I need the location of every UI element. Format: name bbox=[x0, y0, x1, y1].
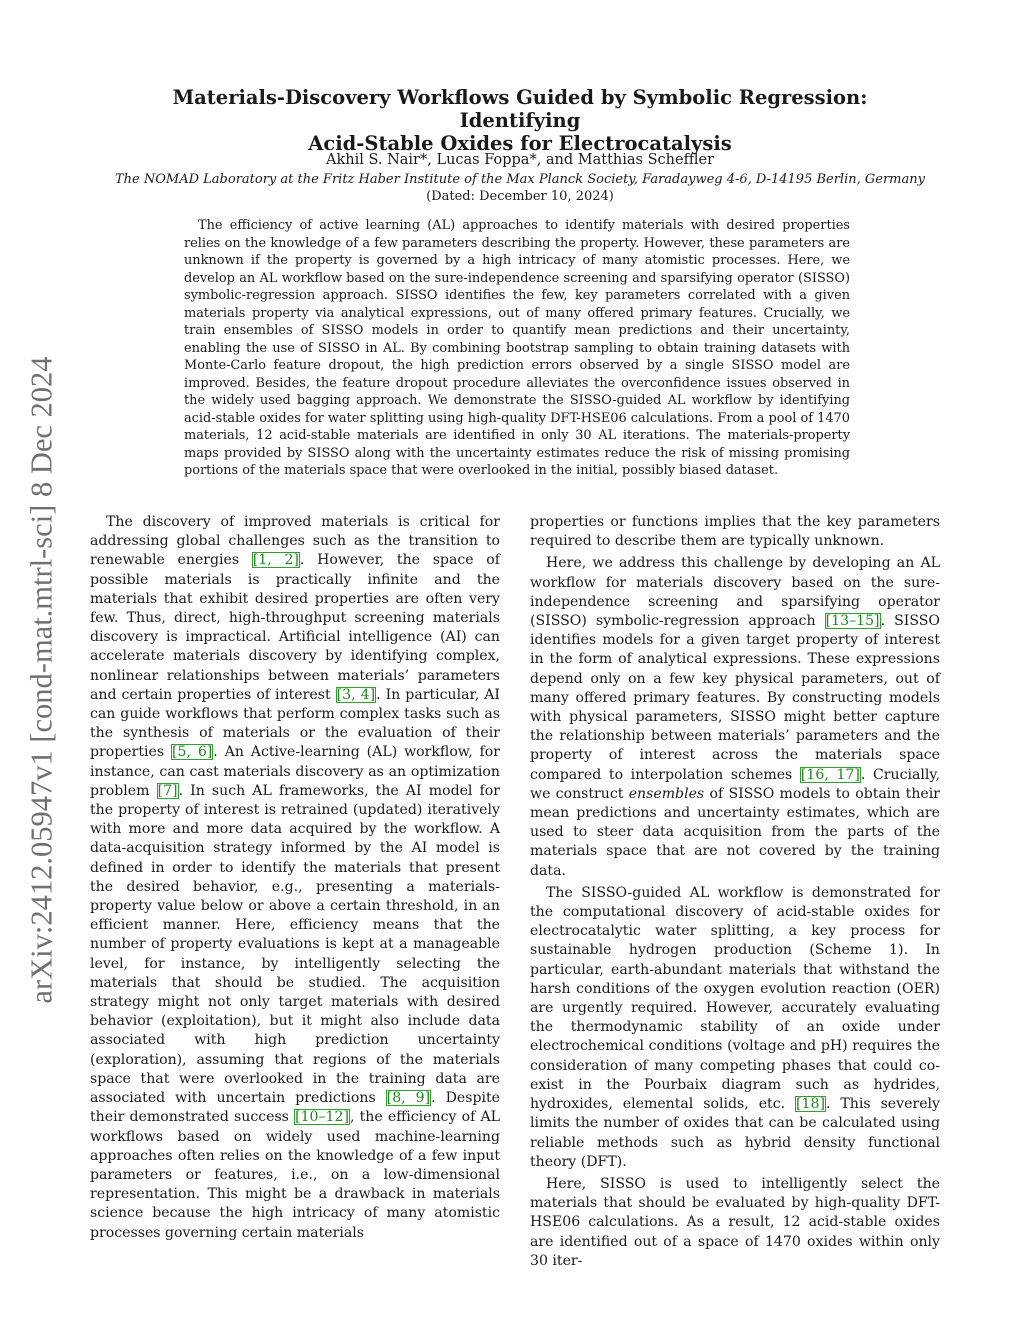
title-line-2: Acid-Stable Oxides for Electrocatalysis bbox=[308, 132, 732, 155]
continued-paragraph: properties or functions implies that the key parameters required to describe them are typically unknown. bbox=[530, 514, 940, 550]
citation-link[interactable]: [16, 17] bbox=[800, 766, 860, 783]
arxiv-identifier: arXiv:2412.05947v1 [cond-mat.mtrl-sci] 8 Dec 2024 bbox=[24, 356, 59, 1004]
text-run: . SISSO identifies models for a given target property of interest in the form of analytical expressions. These expressions depend only on a few key physical parameters, out of many offered primary features. By constructing models with physical parameters, SISSO might better capture the relationship between materials’ parameters and the property of interest across the materials space compared to interpolation schemes bbox=[530, 613, 940, 783]
text-run: . This severely limits the number of oxides that can be calculated using reliable methods such as hybrid density functional theory (DFT). bbox=[530, 1096, 940, 1170]
citation-link[interactable]: [18] bbox=[796, 1096, 825, 1113]
authors: Akhil S. Nair*, Lucas Foppa*, and Matthias Scheffler bbox=[325, 152, 715, 168]
text-run: The SISSO-guided AL workflow is demonstrated for the computational discovery of acid-stable oxides for electrocatalytic water splitting, a key process for sustainable hydrogen production (Scheme 1). In particular, earth-abundant materials that withstand the harsh conditions of the oxygen evolution reaction (OER) are urgently required. However, accurately evaluating the thermodynamic stability of an oxide under electrochemical conditions (voltage and pH) requires the consideration of many competing phases that could co-exist in the Pourbaix diagram such as hydrides, hydroxides, elemental solids, etc. bbox=[530, 884, 940, 1113]
text-run: The discovery of improved materials is critical for addressing global challenges such as the transition to renewable energies bbox=[90, 514, 500, 569]
emphasis-ensembles: ensembles bbox=[628, 785, 705, 802]
text-run: , the efficiency of AL workflows based on widely used machine-learning approaches often relies on the knowledge of a few input parameters or features, i.e., on a low-dimensional representation. This might be a drawback in materials science because the high intricacy of many atomistic processes governing certain materials bbox=[90, 1109, 500, 1241]
intro-paragraph-3 bbox=[530, 884, 940, 1172]
citation-link[interactable]: [13–15] bbox=[825, 613, 880, 630]
text-run: . However, the space of possible materials is practically infinite and the materials that exhibit desired properties are often very few. Thus, direct, high-throughput screening materials discovery is impractical. Artificial intelligence (AI) can accelerate materials discovery by identifying complex, nonlinear relationships between materials’ parameters and certain properties of interest bbox=[90, 552, 500, 703]
text-run: . Crucially, we construct bbox=[530, 766, 941, 802]
citation-link[interactable]: [5, 6] bbox=[171, 744, 213, 761]
citation-link[interactable]: [3, 4] bbox=[336, 686, 376, 703]
text-run: . Despite their demonstrated success bbox=[90, 1090, 500, 1126]
intro-paragraph-4: Here, SISSO is used to intelligently select the materials that should be evaluated by high-quality DFT-HSE06 calculations. As a result, 12 acid-stable oxides are identified out of a space of 1470 oxides within only 30 iter- bbox=[530, 1175, 940, 1269]
paper-title bbox=[120, 86, 920, 155]
citation-link[interactable]: [7] bbox=[157, 782, 178, 799]
text-run: . In such AL frameworks, the AI model for the property of interest is retrained (updated) iteratively with more and more data acquired by the workflow. A data-acquisition strategy informed by the AI model is defined in order to identify the materials that present the desired behavior, e.g., presenting a materials-property value below or above a certain threshold, in an efficient manner. Here, efficiency means that the number of property evaluations is kept at a manageable level, for instance, by intelligently selecting the materials that should be studied. The acquisition strategy might not only target materials with desired behavior (exploitation), but it might also include data associated with high prediction uncertainty (exploration), assuming that regions of the materials space that were overlooked in the training data are associated with uncertain predictions bbox=[90, 782, 500, 1107]
intro-paragraph-2 bbox=[530, 554, 940, 880]
citation-link[interactable]: [8, 9] bbox=[386, 1090, 431, 1107]
citation-link[interactable]: [1, 2] bbox=[252, 552, 299, 569]
citation-link[interactable]: [10–12] bbox=[295, 1109, 349, 1126]
date-line: (Dated: December 10, 2024) bbox=[426, 189, 614, 204]
right-column bbox=[530, 513, 940, 1274]
abstract: The efficiency of active learning (AL) approaches to identify materials with desired properties relies on the knowledge of a few parameters describing the property. However, these parameters are unknown if the property is governed by a high intricacy of many atomistic processes. Here, we develop an AL workflow based on the sure-independence screening and sparsifying operator (SISSO) symbolic-regression approach. SISSO identifies the few, key parameters correlated with a given materials property via analytical expressions, out of many offered primary features. Crucially, we train ensembles of SISSO models in order to quantify mean predictions and their uncertainty, enabling the use of SISSO in AL. By combining bootstrap sampling to obtain training datasets with Monte-Carlo feature dropout, the high prediction errors observed by a single SISSO model are improved. Besides, the feature dropout procedure alleviates the overconfidence issues observed in the widely used bagging approach. We demonstrate the SISSO-guided AL workflow by identifying acid-stable oxides for water splitting using high-quality DFT-HSE06 calculations. From a pool of 1470 materials, 12 acid-stable materials are identified in only 30 AL iterations. The materials-property maps provided by SISSO along with the uncertainty estimates reduce the risk of missing promising portions of the materials space that were overlooked in the initial, possibly biased dataset. bbox=[184, 218, 850, 478]
text-run: . In particular, AI can guide workflows that perform complex tasks such as the synthesis of materials or the evaluation of their properties bbox=[90, 686, 500, 761]
title-line-1: Materials-Discovery Workflows Guided by Symbolic Regression: Identifying bbox=[172, 86, 868, 132]
intro-paragraph-1 bbox=[90, 513, 500, 1243]
text-run: Here, we address this challenge by developing an AL workflow for materials discovery based on the sure-independence screening and sparsifying operator (SISSO) symbolic-regression approach bbox=[530, 555, 940, 630]
affiliation: The NOMAD Laboratory at the Fritz Haber Institute of the Max Planck Society, Faradayweg 4-6, D-14195 Berlin, Germany bbox=[115, 172, 925, 187]
arxiv-sidebar bbox=[10, 300, 74, 1060]
left-column bbox=[90, 513, 500, 1246]
text-run: of SISSO models to obtain their mean predictions and uncertainty estimates, which are used to steer data acquisition from the parts of the materials space that are not covered by the training data. bbox=[530, 785, 940, 879]
text-run: . An Active-learning (AL) workflow, for instance, can cast materials discovery as an optimization problem bbox=[90, 744, 500, 799]
